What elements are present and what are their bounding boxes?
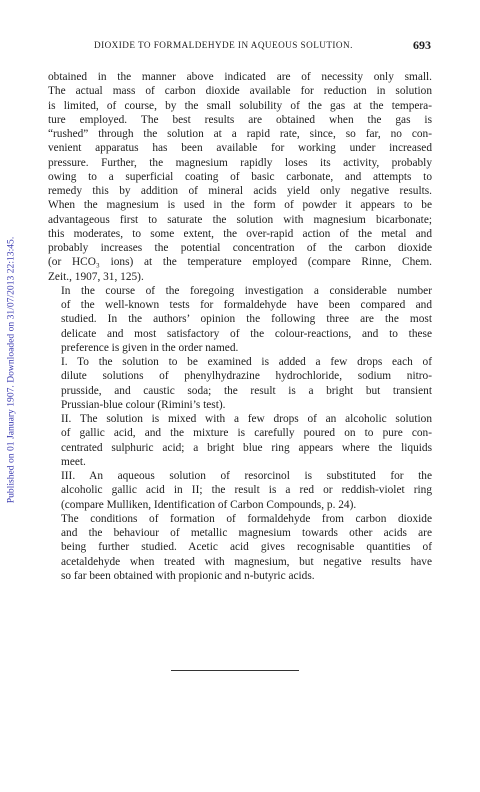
download-watermark-text: Published on 01 January 1907. Downloaded on 31/07/2013 22:13:45. [5, 236, 17, 504]
paragraph-test-one [48, 355, 432, 412]
text-line: this moderates, to some extent, the over-rapid action of the metal and [48, 227, 432, 240]
text-line: I. To the solution to be examined is added a few drops each of [61, 356, 432, 368]
text-line: studied. In the authors’ opinion the following three are the most [61, 313, 432, 326]
text-line: of gallic acid, and the mixture is carefully poured on to pure con- [61, 427, 432, 440]
paragraph-further-study [48, 512, 432, 583]
text-line: probably increases the potential concentration of the carbon dioxide [48, 242, 432, 254]
download-watermark [3, 170, 19, 570]
paragraph-test-two [48, 412, 432, 469]
text-line: centrated sulphuric acid; a bright blue ring appears where the liquids [61, 441, 432, 454]
text-line: The conditions of formation of formaldehyde from carbon dioxide [61, 512, 432, 525]
text-line: (compare Mulliken, Identification of Carbon Compounds, p. 24). [61, 498, 357, 511]
text-line: owing to a superficial coating of basic carbonate, and attempts to [48, 170, 432, 183]
text-line: The actual mass of carbon dioxide available for reduction in solution [48, 85, 432, 98]
text-line: obtained in the manner above indicated are of necessity only small. [48, 71, 432, 83]
text-line: alcoholic gallic acid in II; the result is a red or reddish-violet ring [61, 484, 432, 497]
paragraph-test-three [48, 469, 432, 512]
page-header [48, 40, 431, 56]
text-line: remedy this by addition of mineral acids yield only negative results. [48, 185, 432, 197]
text-line: prusside, and caustic soda; the result is a bright but transient [61, 384, 432, 397]
text-line: “rushed” through the solution at a rapid rate, since, so far, no con- [48, 128, 432, 140]
text-line: (or HCO₃ ions) at the temperature employed (compare Rinne, Chem. [48, 256, 432, 269]
text-line: delicate and most satisfactory of the colour-reactions, and to these [61, 327, 432, 340]
paragraph-yield-discussion [48, 70, 432, 284]
text-line: acetaldehyde when treated with magnesium, but negative results have [61, 555, 432, 568]
text-line: being further studied. Acetic acid gives recognisable quantities of [61, 541, 432, 554]
text-line: II. The solution is mixed with a few drops of an alcoholic solution [61, 413, 432, 425]
page-number: 693 [413, 38, 431, 52]
running-title: DIOXIDE TO FORMALDEHYDE IN AQUEOUS SOLUTION. [94, 40, 353, 50]
text-line: preference is given in the order named. [61, 341, 239, 354]
text-line: III. An aqueous solution of resorcinol is substituted for the [61, 470, 432, 482]
text-line: Zeit., 1907, 31, 125). [48, 270, 144, 283]
text-line: is limited, of course, by the small solubility of the gas at the tempera- [48, 99, 432, 112]
text-line: and the behaviour of metallic magnesium towards other acids are [61, 527, 432, 539]
text-line: venient apparatus has been available for working under increased [48, 142, 432, 155]
text-line: dilute solutions of phenylhydrazine hydrochloride, sodium nitro- [61, 370, 432, 383]
text-line: When the magnesium is used in the form of powder it appears to be [48, 199, 432, 212]
text-line: so far been obtained with propionic and n-butyric acids. [61, 569, 315, 582]
text-line: ture employed. The best results are obtained when the gas is [48, 113, 432, 126]
article-body [48, 70, 432, 583]
paragraph-tests-intro [48, 284, 432, 355]
text-line: of the well-known tests for formaldehyde have been compared and [61, 299, 432, 311]
text-line: advantageous first to saturate the solution with magnesium bicarbonate; [48, 213, 432, 226]
text-line: In the course of the foregoing investigation a considerable number [61, 284, 432, 297]
text-line: Prussian-blue colour (Rimini’s test). [61, 398, 226, 411]
text-line: pressure. Further, the magnesium rapidly loses its activity, probably [48, 156, 432, 169]
text-line: meet. [61, 455, 86, 468]
end-rule [171, 670, 299, 671]
